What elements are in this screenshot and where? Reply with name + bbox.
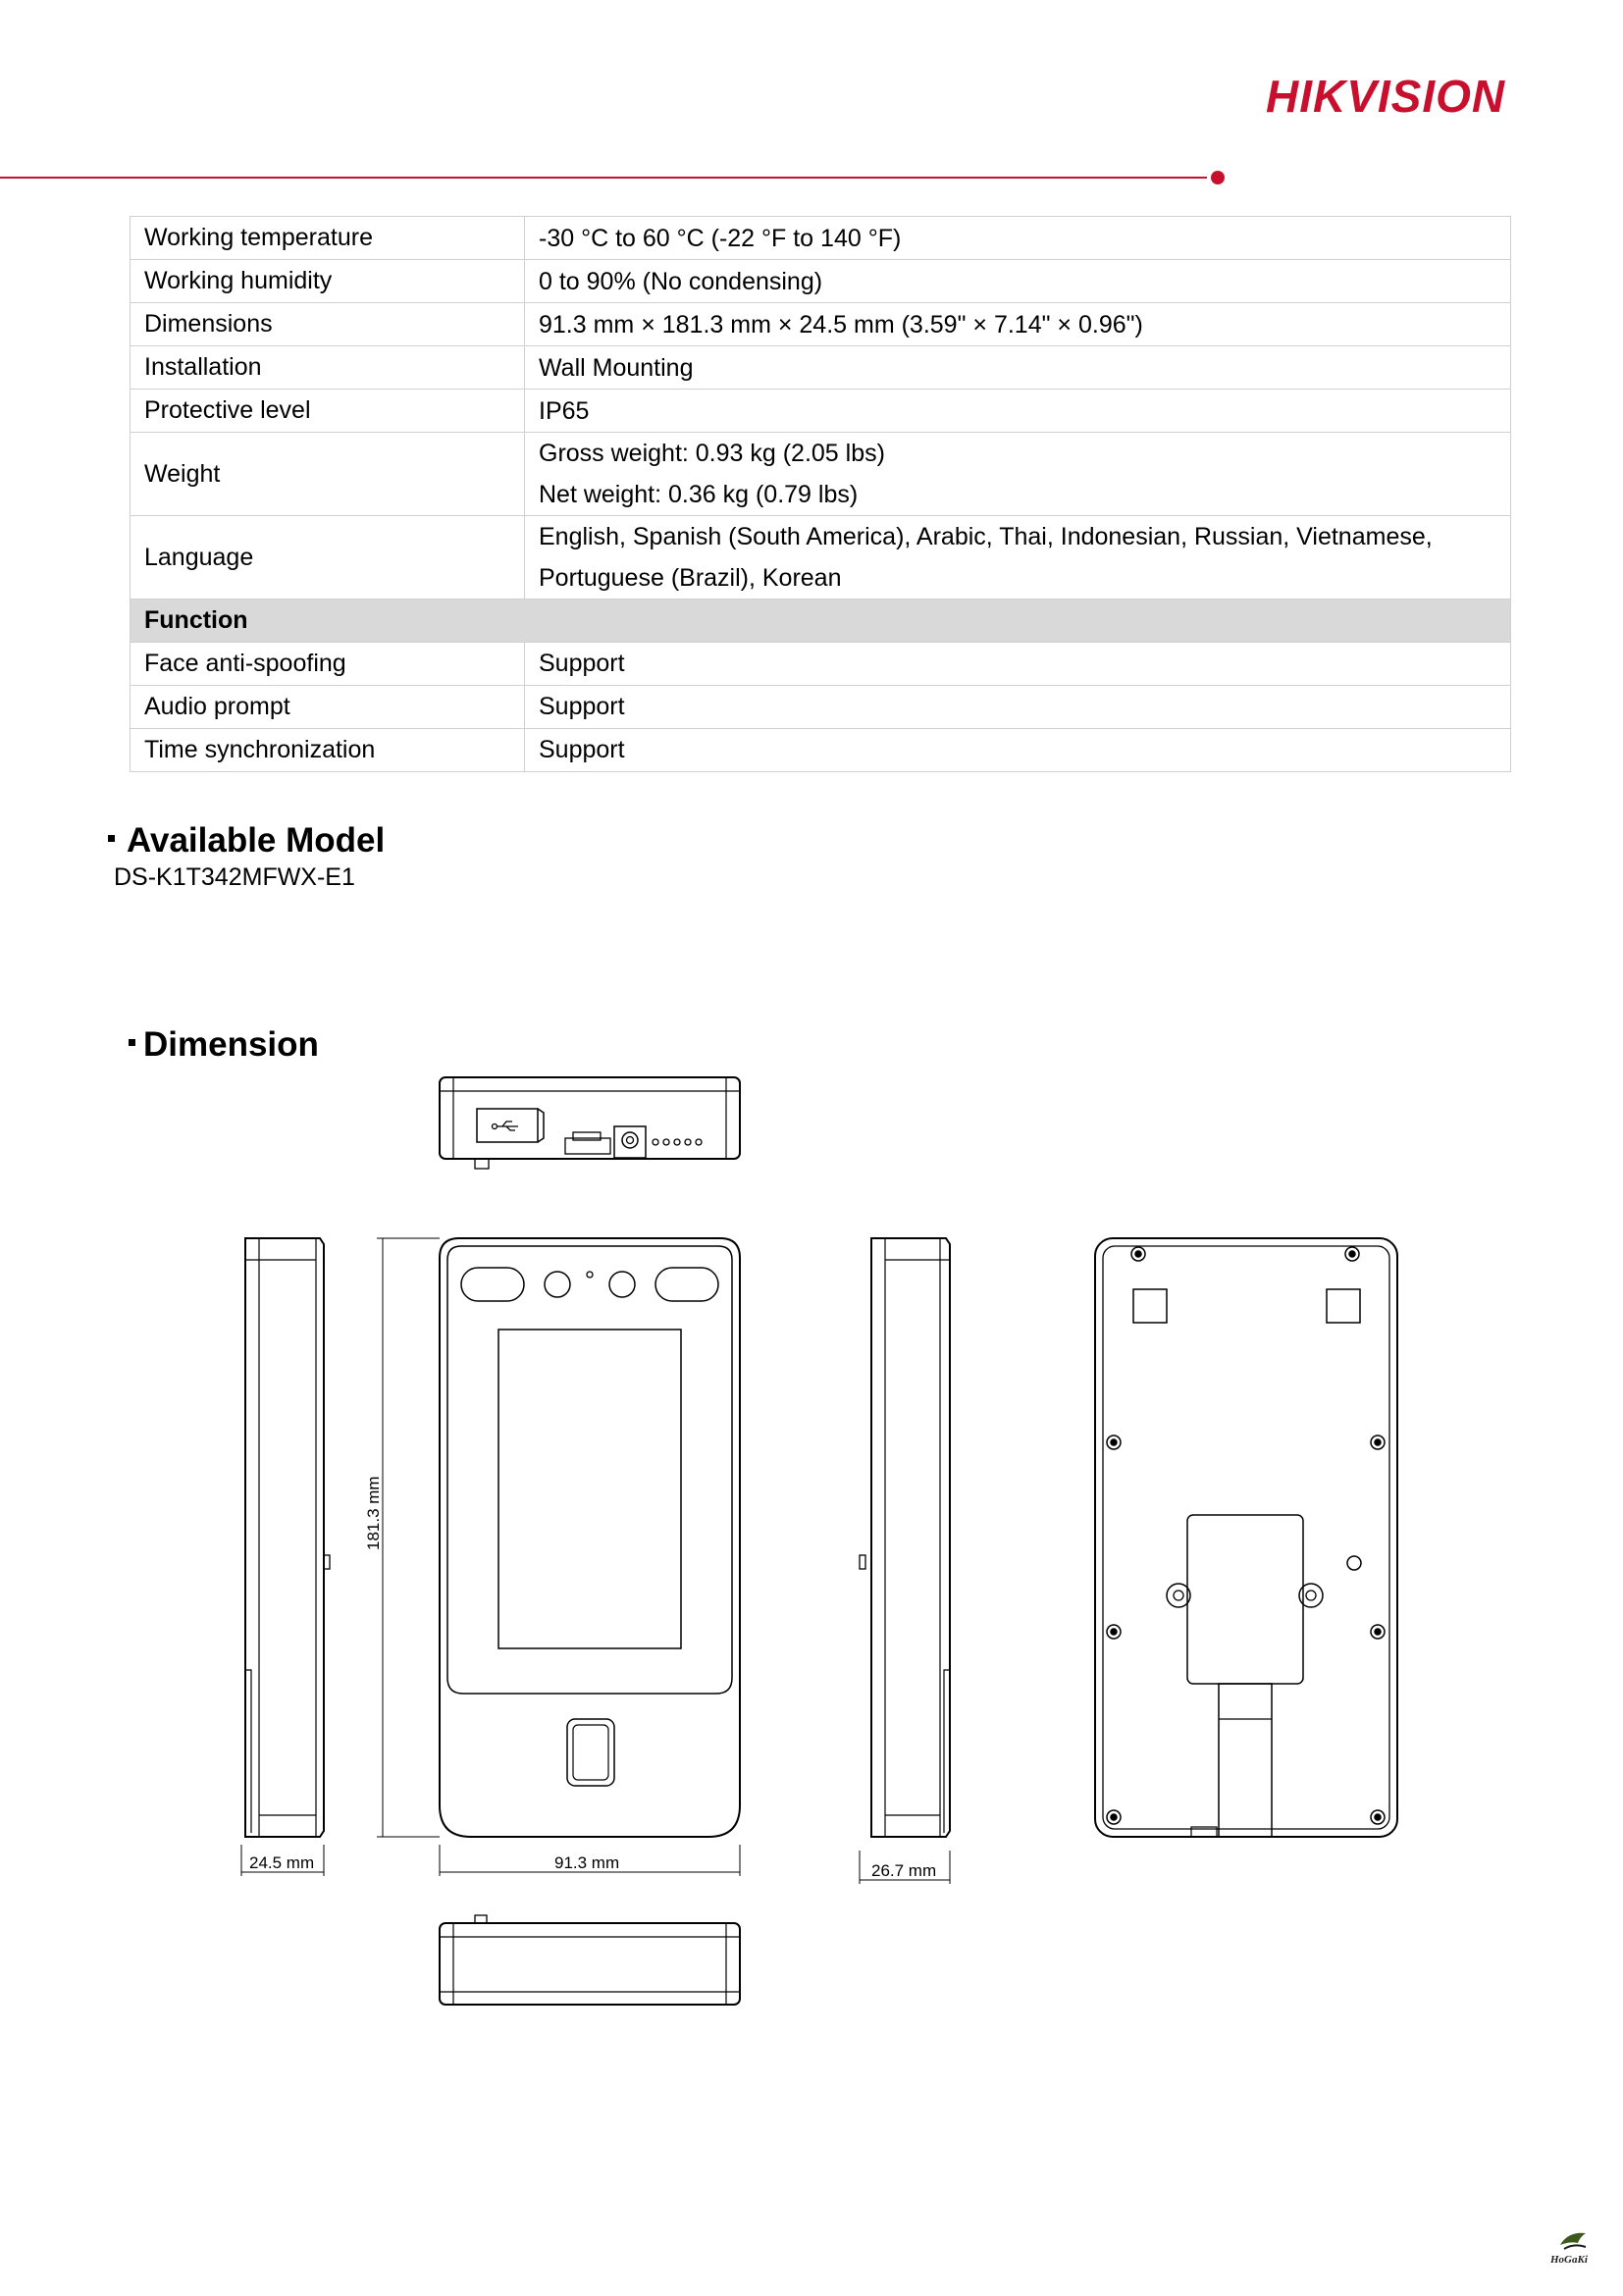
available-model-title: Available Model xyxy=(127,821,386,860)
function-label: Face anti-spoofing xyxy=(131,643,525,686)
corner-watermark-text: HoGaKi xyxy=(1550,2254,1588,2266)
spec-label: Working humidity xyxy=(131,260,525,303)
usb-icon xyxy=(493,1122,519,1130)
spec-value: Portuguese (Brazil), Korean xyxy=(539,564,842,592)
spec-label: Dimensions xyxy=(131,303,525,346)
spec-value: English, Spanish (South America), Arabic, Thai, Indonesian, Russian, Vietnamese, xyxy=(539,523,1433,550)
function-value: Support xyxy=(525,686,1511,729)
spec-value: Gross weight: 0.93 kg (2.05 lbs) xyxy=(539,440,885,467)
dim-width-label: 91.3 mm xyxy=(554,1853,620,1872)
spec-value: Wall Mounting xyxy=(539,353,694,382)
front-view xyxy=(377,1238,740,1876)
spec-label: Language xyxy=(131,516,525,600)
spec-value: -30 °C to 60 °C (-22 °F to 140 °F) xyxy=(539,224,902,252)
model-number: DS-K1T342MFWX-E1 xyxy=(114,863,355,891)
function-value: Support xyxy=(525,729,1511,772)
dimension-title: Dimension xyxy=(143,1025,319,1064)
spec-value: Net weight: 0.36 kg (0.79 lbs) xyxy=(539,481,859,508)
spec-label: Installation xyxy=(131,346,525,390)
dim-depth-label: 24.5 mm xyxy=(249,1853,315,1872)
spec-value: 0 to 90% (No condensing) xyxy=(539,267,823,295)
dim-bracket-depth-label: 26.7 mm xyxy=(871,1861,937,1880)
corner-watermark-logo xyxy=(1548,2225,1597,2270)
function-value: Support xyxy=(525,643,1511,686)
spec-value: 91.3 mm × 181.3 mm × 24.5 mm (3.59" × 7.14" × 0.96") xyxy=(539,310,1143,339)
spec-label: Protective level xyxy=(131,390,525,433)
section-header-function: Function xyxy=(131,600,1511,643)
function-label: Audio prompt xyxy=(131,686,525,729)
dim-height-label: 181.3 mm xyxy=(364,1476,383,1550)
brand-logo-text: HIKVISION xyxy=(1266,71,1506,120)
spec-label: Weight xyxy=(131,433,525,516)
function-label: Time synchronization xyxy=(131,729,525,772)
right-side-view xyxy=(860,1238,950,1884)
spec-value: IP65 xyxy=(539,396,590,425)
back-view xyxy=(1095,1238,1397,1837)
left-side-view xyxy=(241,1238,330,1876)
top-view xyxy=(440,1077,740,1169)
bottom-view xyxy=(440,1915,740,2005)
spec-label: Working temperature xyxy=(131,217,525,260)
